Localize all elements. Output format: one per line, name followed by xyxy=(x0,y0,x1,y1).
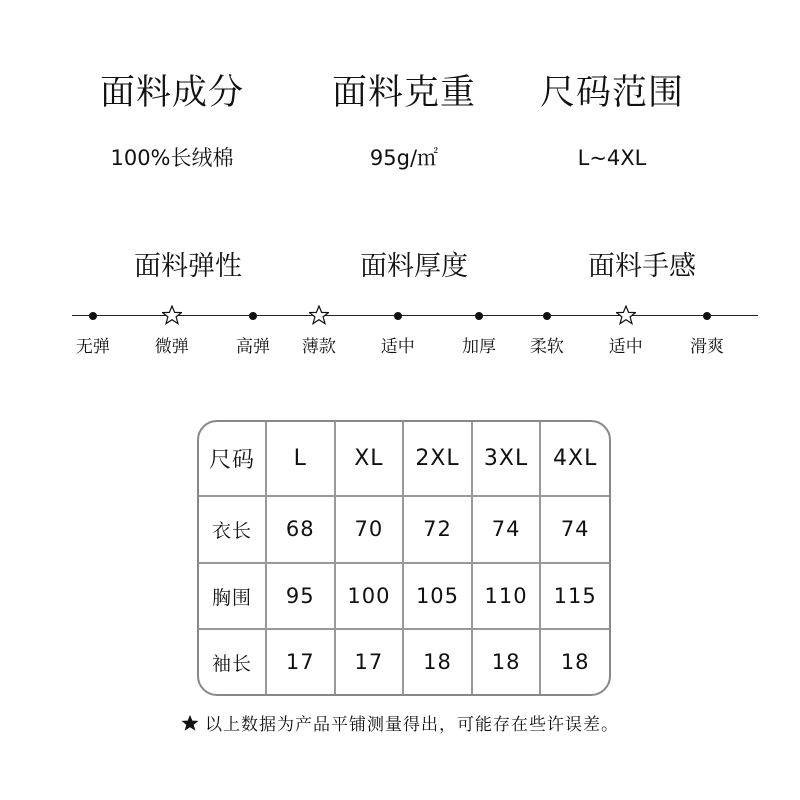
dot-icon xyxy=(386,304,410,328)
dot-icon xyxy=(535,304,559,328)
spec-value: L~4XL xyxy=(577,146,647,170)
table-header-row xyxy=(199,422,609,496)
table-row xyxy=(199,563,609,630)
scale-labels xyxy=(72,336,304,358)
table-cell: 74 xyxy=(472,496,541,563)
row-label: 袖长 xyxy=(199,629,266,694)
dot-icon xyxy=(241,304,265,328)
scale-line xyxy=(298,315,530,316)
scale-label: 高弹 xyxy=(235,337,270,357)
table-cell: 18 xyxy=(403,629,472,694)
table-cell: 70 xyxy=(335,496,404,563)
scale-label: 适中 xyxy=(608,337,643,357)
spec-title: 尺码范围 xyxy=(539,73,684,113)
star-outline-icon xyxy=(307,304,331,328)
scale-label: 微弹 xyxy=(154,337,189,357)
spec-value: 100%长绒棉 xyxy=(110,146,234,170)
spec-size-range xyxy=(492,73,732,171)
star-filled-icon xyxy=(181,714,199,732)
scale-label: 滑爽 xyxy=(689,337,724,357)
scale-label: 加厚 xyxy=(461,337,496,357)
scale-track xyxy=(72,304,304,328)
spec-composition xyxy=(52,73,292,171)
table-header-cell: 4XL xyxy=(540,422,609,496)
scale-line xyxy=(72,315,304,316)
footnote-text: 以上数据为产品平铺测量得出，可能存在些许误差。 xyxy=(205,715,619,735)
scale-line xyxy=(526,315,758,316)
table-header-cell: 2XL xyxy=(403,422,472,496)
table-header-cell: 3XL xyxy=(472,422,541,496)
scale-label: 无弹 xyxy=(75,337,110,357)
star-outline-icon xyxy=(614,304,638,328)
row-label: 胸围 xyxy=(199,563,266,630)
scale-title: 面料手感 xyxy=(588,251,696,282)
spec-title: 面料成分 xyxy=(99,73,244,113)
table-cell: 95 xyxy=(266,563,335,630)
spec-value: 95g/㎡ xyxy=(369,146,439,170)
table-row xyxy=(199,496,609,563)
scale-hand-feel xyxy=(526,250,758,358)
scale-label: 薄款 xyxy=(301,337,336,357)
scale-track xyxy=(526,304,758,328)
table-cell: 105 xyxy=(403,563,472,630)
spec-weight xyxy=(284,73,524,171)
scale-elasticity xyxy=(72,250,304,358)
spec-title: 面料克重 xyxy=(331,73,476,113)
scale-label: 适中 xyxy=(380,337,415,357)
scale-title: 面料弹性 xyxy=(134,251,242,282)
table-cell: 74 xyxy=(540,496,609,563)
scale-labels xyxy=(298,336,530,358)
table-row xyxy=(199,629,609,694)
scale-label: 柔软 xyxy=(529,337,564,357)
star-outline-icon xyxy=(160,304,184,328)
table-cell: 115 xyxy=(540,563,609,630)
row-label: 衣长 xyxy=(199,496,266,563)
scale-thickness xyxy=(298,250,530,358)
scale-labels xyxy=(526,336,758,358)
table-cell: 17 xyxy=(266,629,335,694)
dot-icon xyxy=(81,304,105,328)
dot-icon xyxy=(467,304,491,328)
table-cell: 72 xyxy=(403,496,472,563)
scale-track xyxy=(298,304,530,328)
table-header-cell: 尺码 xyxy=(199,422,266,496)
scale-title: 面料厚度 xyxy=(360,251,468,282)
table-header-cell: L xyxy=(266,422,335,496)
table-cell: 110 xyxy=(472,563,541,630)
table-cell: 18 xyxy=(540,629,609,694)
size-table xyxy=(197,420,611,696)
table-cell: 18 xyxy=(472,629,541,694)
table-header-cell: XL xyxy=(335,422,404,496)
table-cell: 68 xyxy=(266,496,335,563)
dot-icon xyxy=(695,304,719,328)
table-cell: 100 xyxy=(335,563,404,630)
table-cell: 17 xyxy=(335,629,404,694)
footnote xyxy=(0,713,800,737)
